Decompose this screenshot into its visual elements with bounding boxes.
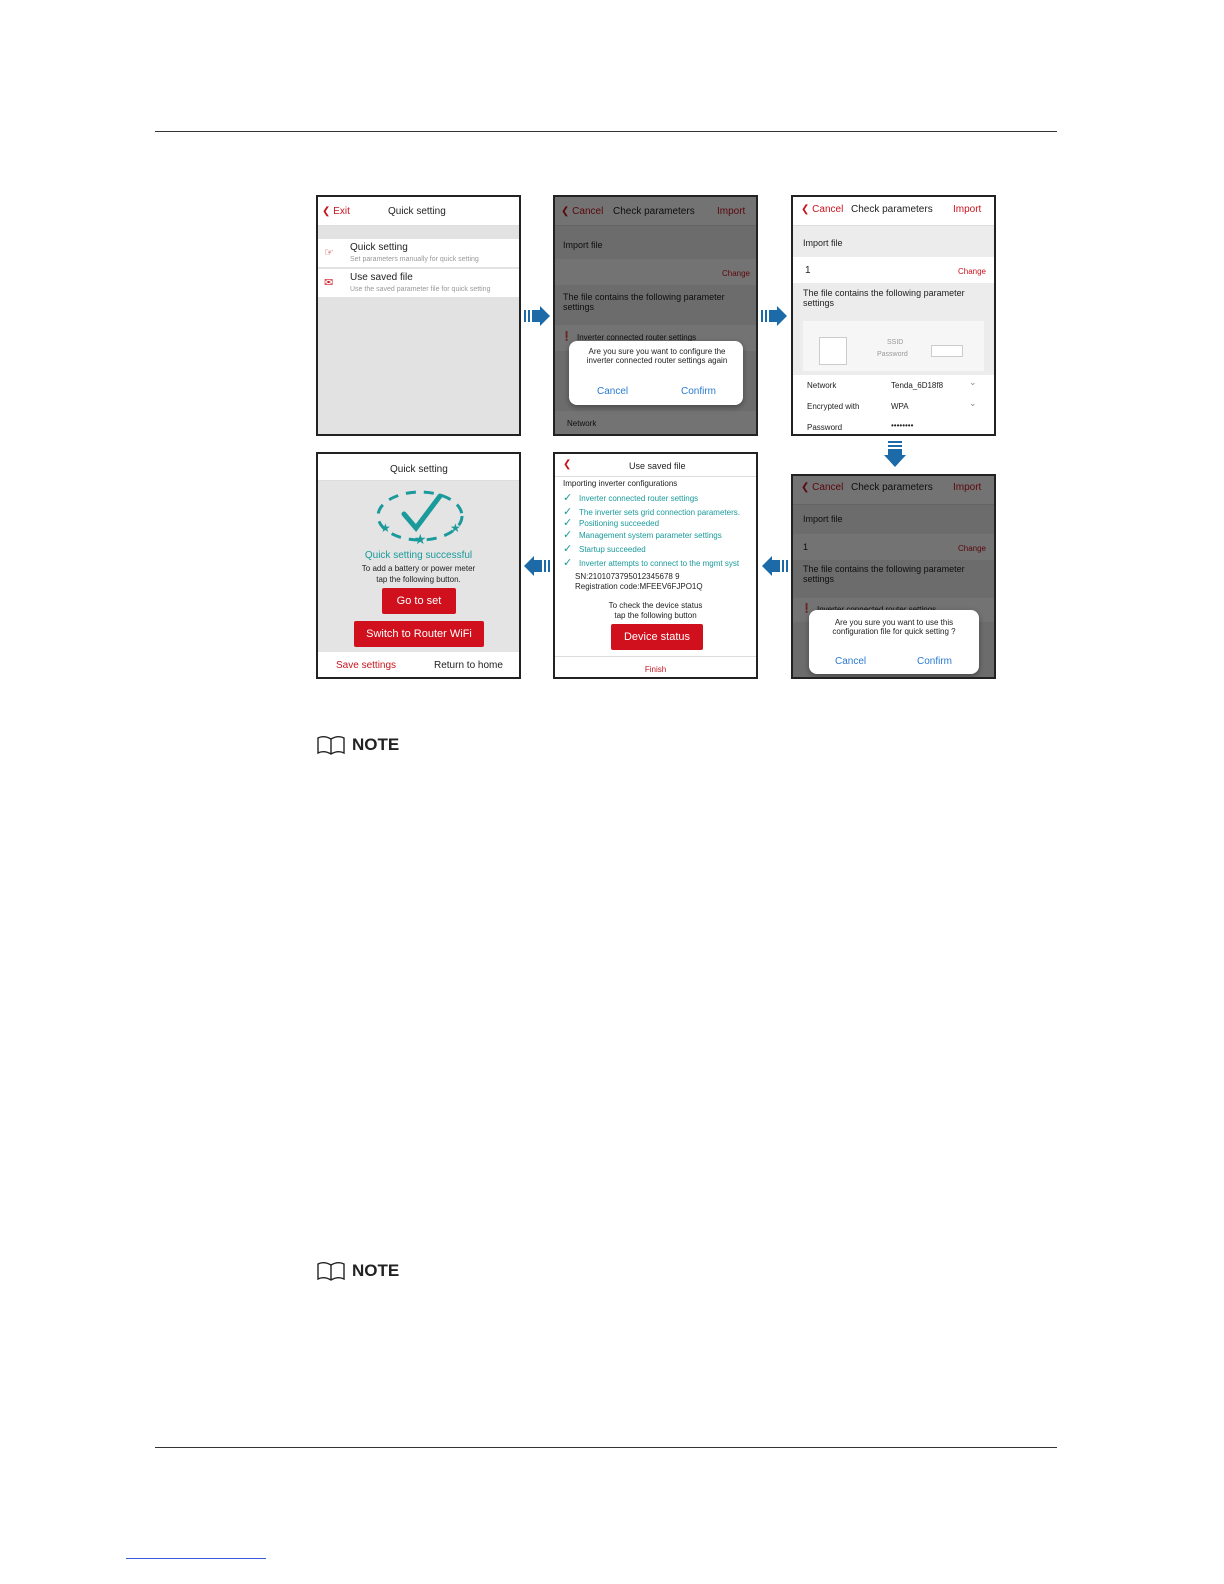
progress-item: The inverter sets grid connection parameters. (579, 508, 740, 517)
wifi-diagram (803, 321, 984, 371)
inverter-icon (819, 337, 847, 365)
screen-use-saved-file-progress (553, 452, 758, 679)
progress-item: Positioning succeeded (579, 519, 660, 528)
go-to-set-button[interactable]: Go to set (382, 588, 456, 614)
footer-rule (155, 1447, 1057, 1448)
router-icon (931, 345, 963, 357)
file-row (793, 257, 994, 283)
top-bar (793, 197, 994, 226)
right-arrow-icon (761, 306, 787, 326)
dialog-cancel-button[interactable]: Cancel (835, 656, 867, 667)
item-subtitle: Set parameters manually for quick setting (350, 256, 479, 263)
note-label: NOTE (352, 735, 400, 754)
confirm-dialog (569, 341, 743, 405)
import-file-label: Import file (803, 238, 843, 248)
confirm-dialog (809, 610, 979, 674)
top-bar (555, 454, 756, 477)
menu-item-quick-setting[interactable] (318, 239, 519, 267)
password-input[interactable]: •••••••• (891, 421, 914, 430)
check-icon: ✓ (563, 492, 573, 504)
exit-button[interactable]: ❮ Exit (322, 206, 350, 217)
progress-item: Startup succeeded (579, 545, 646, 554)
chevron-down-icon[interactable]: ⌄ (969, 377, 977, 387)
screen-check-parameters-wifi (791, 195, 996, 436)
note-callout (316, 1261, 399, 1281)
svg-text:★: ★ (380, 521, 391, 535)
hint-line1: To add a battery or power meter (361, 564, 476, 573)
network-label: Network (807, 381, 837, 390)
dialog-message: Are you sure you want to configure the inverter connected router settings again (586, 347, 728, 365)
dialog-message: Are you sure you want to use this configuration file for quick setting ? (832, 618, 956, 636)
success-check-icon (370, 484, 470, 546)
svg-text:★: ★ (450, 521, 461, 535)
file-icon: ✉ (324, 277, 334, 289)
cancel-button[interactable]: ❮ Cancel (801, 204, 844, 215)
dialog-cancel-button[interactable]: Cancel (597, 386, 629, 397)
screen-check-parameters-dialog (553, 195, 758, 436)
file-contains-label: The file contains the following parameter settings (803, 288, 965, 308)
save-settings-button[interactable]: Save settings (336, 660, 397, 671)
check-icon: ✓ (563, 557, 573, 569)
footer (555, 656, 756, 679)
check-icon: ✓ (563, 529, 573, 541)
book-icon (316, 735, 346, 755)
header-rule (155, 131, 1057, 132)
screen-quick-setting-success (316, 452, 521, 679)
page-title: Use saved file (629, 461, 686, 471)
note-callout (316, 735, 399, 755)
check-icon: ✓ (563, 543, 573, 555)
progress-item: Inverter attempts to connect to the mgmt syst (579, 559, 740, 568)
registration-code: Registration code:MFEEV6FJPO1Q (575, 582, 703, 591)
password-caption: Password (877, 351, 908, 358)
progress-item: Inverter connected router settings (579, 494, 699, 503)
footer-link-underline (126, 1558, 266, 1559)
ssid-caption: SSID (887, 339, 904, 346)
menu-item-use-saved-file[interactable] (318, 269, 519, 297)
file-value: 1 (805, 265, 811, 276)
success-title: Quick setting successful (364, 550, 473, 561)
top-bar (318, 197, 519, 226)
page-title: Quick setting (390, 464, 448, 475)
page-title: Quick setting (388, 206, 446, 217)
serial-number: SN:2101073795012345678 9 (575, 572, 680, 581)
password-label: Password (807, 423, 843, 432)
footer (318, 652, 519, 679)
importing-label: Importing inverter configurations (563, 479, 678, 488)
note-label: NOTE (352, 1261, 400, 1280)
wifi-form (793, 375, 994, 436)
device-status-button[interactable]: Device status (611, 624, 703, 650)
top-bar (318, 454, 519, 481)
screen-check-parameters-confirm (791, 474, 996, 679)
left-arrow-icon (524, 556, 550, 576)
change-link[interactable]: Change (957, 267, 986, 276)
left-arrow-icon (762, 556, 788, 576)
item-subtitle: Use the saved parameter file for quick setting (350, 286, 491, 293)
network-select[interactable]: Tenda_6D18f8 (891, 381, 944, 390)
dialog-confirm-button[interactable]: Confirm (917, 656, 953, 667)
status-hint-line2: tap the following button (614, 611, 697, 620)
item-title: Use saved file (350, 272, 413, 283)
book-icon (316, 1261, 346, 1281)
finish-button[interactable]: Finish (644, 665, 667, 674)
dialog-confirm-button[interactable]: Confirm (681, 386, 717, 397)
back-icon[interactable]: ❮ (563, 459, 572, 470)
encryption-select[interactable]: WPA (891, 402, 909, 411)
hand-icon: ☞ (324, 247, 334, 259)
import-button[interactable]: Import (953, 204, 982, 215)
return-home-button[interactable]: Return to home (434, 660, 503, 671)
check-icon: ✓ (563, 506, 573, 518)
hint-line2: tap the following button. (376, 575, 461, 584)
page-title: Check parameters (851, 204, 933, 215)
screen-quick-setting-menu (316, 195, 521, 436)
progress-item: Management system parameter settings (579, 531, 722, 540)
check-icon: ✓ (563, 517, 573, 529)
switch-router-wifi-button[interactable]: Switch to Router WiFi (354, 621, 484, 647)
encrypted-label: Encrypted with (807, 402, 860, 411)
item-title: Quick setting (350, 242, 408, 253)
svg-text:★: ★ (414, 532, 427, 546)
down-arrow-icon (884, 441, 906, 467)
chevron-down-icon[interactable]: ⌄ (969, 398, 977, 408)
right-arrow-icon (524, 306, 550, 326)
status-hint-line1: To check the device status (608, 601, 703, 610)
